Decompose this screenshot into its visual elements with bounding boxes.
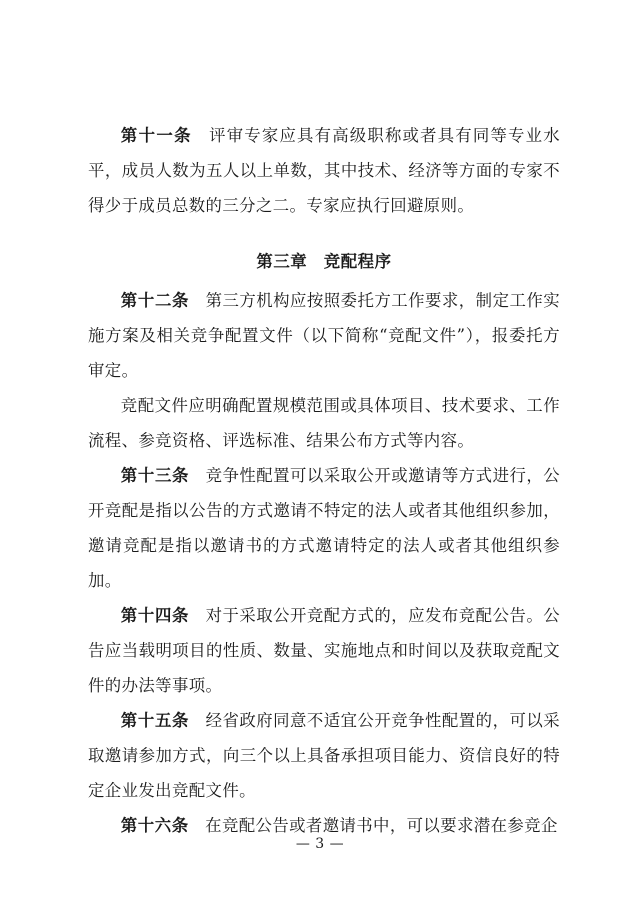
article-13-text: 竞争性配置可以采取公开或邀请等方式进行，公开竞配是指以公告的方式邀请不特定的法人或者其他组织参加，邀请竞配是指以邀请书的方式邀请特定的法人或者其他组织参加。 <box>88 466 560 590</box>
article-16-label: 第十六条 <box>120 816 189 835</box>
article-13-label: 第十三条 <box>120 466 190 485</box>
chapter-heading <box>88 245 560 279</box>
article-12-text: 第三方机构应按照委托方工作要求，制定工作实施方案及相关竞争配置文件（以下简称“竞配文件”），报委托方审定。 <box>88 291 560 380</box>
article-14 <box>88 598 560 703</box>
article-12-paragraph-2-text: 竞配文件应明确配置规模范围或具体项目、技术要求、工作流程、参竞资格、评选标准、结果公布方式等内容。 <box>88 396 560 450</box>
article-15 <box>88 703 560 808</box>
chapter-number: 第三章 <box>256 252 308 271</box>
article-14-label: 第十四条 <box>120 606 190 625</box>
page-number: — 3 — <box>295 836 345 852</box>
document-body <box>88 118 560 843</box>
article-12 <box>88 283 560 388</box>
article-13 <box>88 458 560 598</box>
article-15-label: 第十五条 <box>120 711 190 730</box>
article-15-text: 经省政府同意不适宜公开竞争性配置的，可以采取邀请参加方式，向三个以上具备承担项目能力、资信良好的特定企业发出竞配文件。 <box>88 711 560 800</box>
article-16-text: 在竞配公告或者邀请书中，可以要求潜在参竞企 <box>205 816 558 835</box>
article-11 <box>88 118 560 223</box>
article-12-label: 第十二条 <box>120 291 190 310</box>
article-11-text: 评审专家应具有高级职称或者具有同等专业水平，成员人数为五人以上单数，其中技术、经济等方面的专家不得少于成员总数的三分之二。专家应执行回避原则。 <box>88 126 560 215</box>
article-12-paragraph-2 <box>88 388 560 458</box>
article-14-text: 对于采取公开竞配方式的，应发布竞配公告。公告应当载明项目的性质、数量、实施地点和时间以及获取竞配文件的办法等事项。 <box>88 606 560 695</box>
article-11-label: 第十一条 <box>120 126 192 145</box>
chapter-title: 竞配程序 <box>323 252 392 271</box>
